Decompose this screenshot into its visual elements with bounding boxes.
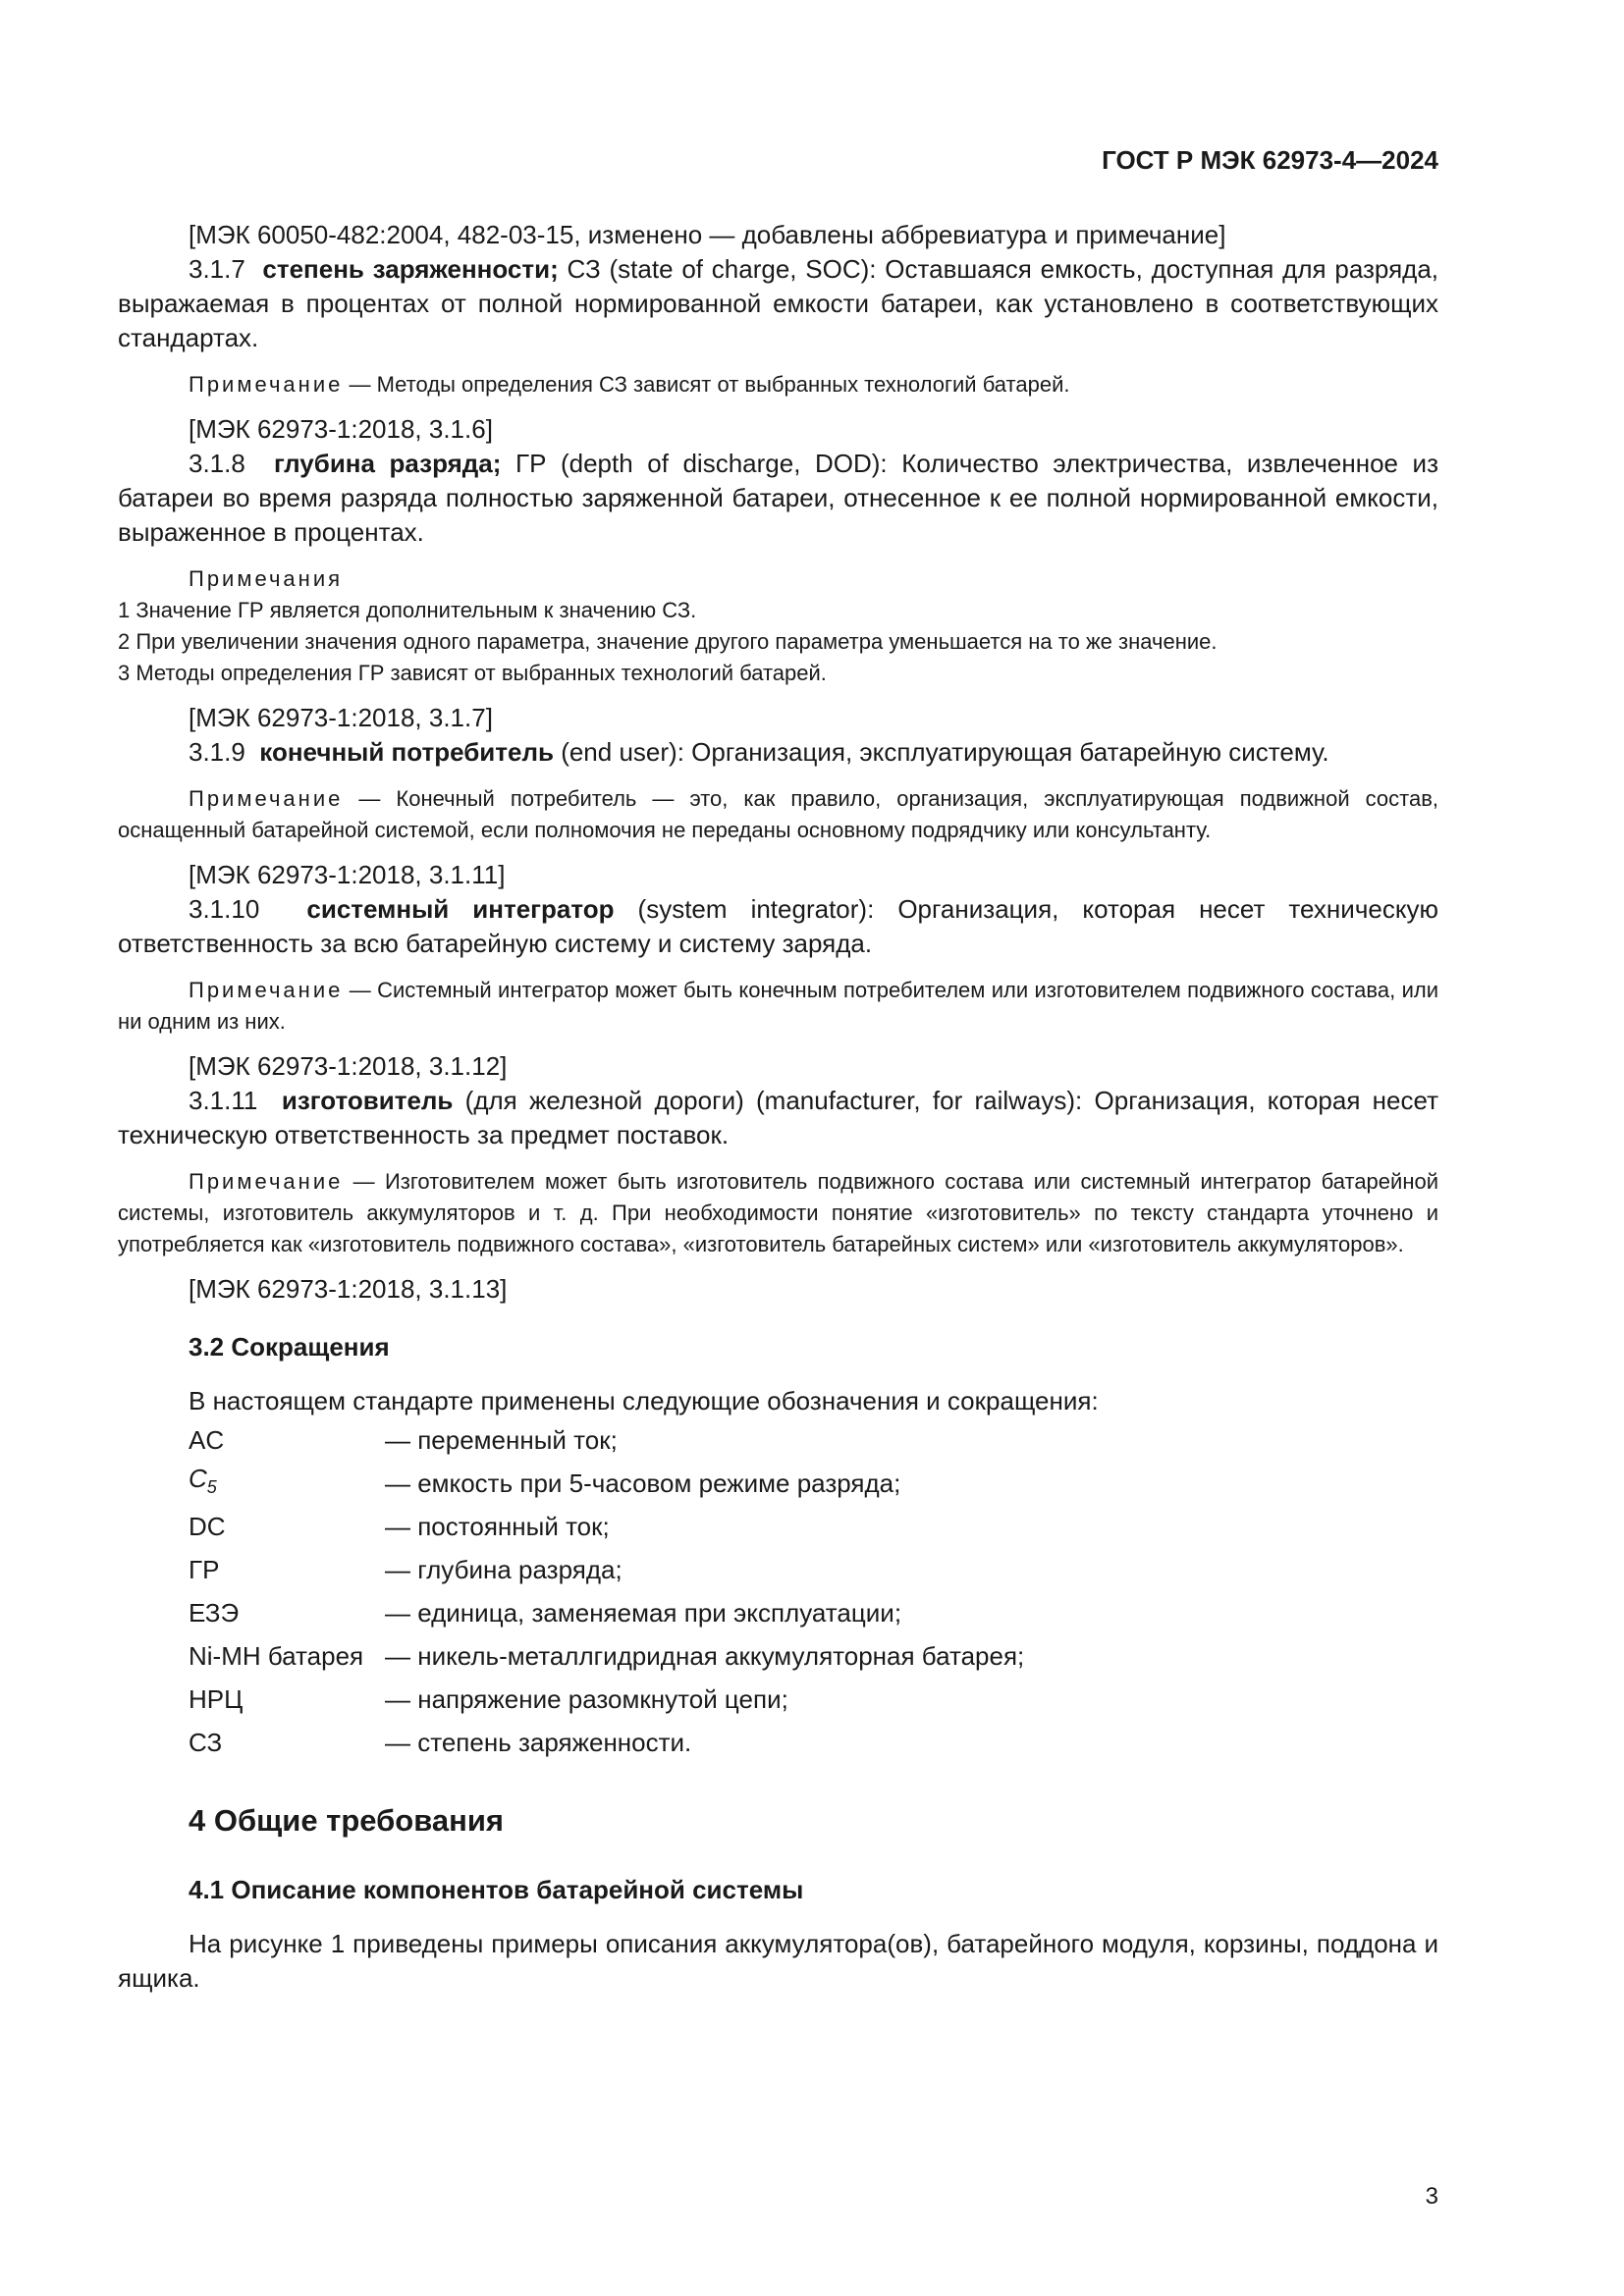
abbreviation-term: AC: [189, 1424, 225, 1455]
source-reference: [МЭК 62973-1:2018, 3.1.12]: [189, 1051, 508, 1081]
abbreviation-definition: — емкость при 5-часовом режиме разряда;: [385, 1468, 901, 1498]
term-name: изготовитель: [281, 1086, 454, 1115]
abbreviation-definition: — напряжение разомкнутой цепи;: [385, 1683, 788, 1714]
note-text: — Системный интегратор может быть конечным потребителем или изготовителем подвижного состава, или ни одним из них.: [118, 978, 1438, 1034]
term-number: 3.1.11: [189, 1086, 258, 1115]
note-text: — Изготовителем может быть изготовитель подвижного состава или системный интегратор батарейной системы, изготовитель аккумуляторов и т. д. При необходимости понятие «изготовитель» по тексту стандарта уточнено и употребляется как «изготовитель подвижного состава», «изготовитель батарейных систем» или «изготовитель аккумуляторов».: [118, 1169, 1438, 1256]
abbreviation-definition: — степень заряженности.: [385, 1727, 692, 1757]
note-3-1-9: [118, 783, 1438, 846]
section-4-1-text: На рисунке 1 приведены примеры описания аккумулятора(ов), батарейного модуля, корзины, поддона и ящика.: [118, 1929, 1438, 1993]
abbreviation-row: [118, 1721, 1438, 1764]
source-reference: [МЭК 62973-1:2018, 3.1.11]: [189, 860, 506, 889]
abbreviation-term: [189, 1462, 385, 1505]
note-label: Примечание: [189, 978, 344, 1002]
term-number: 3.1.8: [189, 449, 245, 478]
notes-3-1-8: [118, 563, 1438, 689]
term-3-1-9: [118, 735, 1438, 770]
term-number: 3.1.9: [189, 737, 245, 767]
section-4-heading: 4 Общие требования: [189, 1803, 504, 1838]
abbreviation-row: [118, 1678, 1438, 1721]
abbreviation-row: [118, 1462, 1438, 1505]
notes-label: Примечания: [189, 566, 344, 591]
note-label: Примечание: [189, 786, 344, 811]
source-reference: [МЭК 62973-1:2018, 3.1.6]: [189, 414, 493, 444]
abbreviations-intro: В настоящем стандарте применены следующие обозначения и сокращения:: [189, 1386, 1099, 1415]
term-3-1-7: [118, 252, 1438, 355]
note-item: 3 Методы определения ГР зависят от выбранных технологий батарей.: [118, 661, 827, 685]
term-3-1-8: [118, 447, 1438, 550]
term-name: степень заряженности;: [262, 254, 559, 284]
abbreviation-definition: — глубина разряда;: [385, 1554, 623, 1584]
note-item: 2 При увеличении значения одного параметра, значение другого параметра уменьшается на то же значение.: [118, 629, 1218, 654]
source-reference: [МЭК 60050-482:2004, 482-03-15, изменено — добавлены аббревиатура и примечание]: [189, 220, 1226, 249]
abbreviation-row: [118, 1418, 1438, 1462]
note-text: — Конечный потребитель — это, как правило, организация, эксплуатирующая подвижной состав, оснащенный батарейной системой, если полномочия не переданы основному подрядчику или консультанту.: [118, 786, 1438, 842]
term-name: конечный потребитель: [259, 737, 554, 767]
section-4-1-heading: 4.1 Описание компонентов батарейной системы: [189, 1875, 804, 1904]
abbreviation-term: Ni-MH батарея: [189, 1640, 364, 1671]
abbreviation-row: [118, 1634, 1438, 1678]
abbreviation-row: [118, 1505, 1438, 1548]
term-name: глубина разряда;: [273, 449, 502, 478]
term-definition: (для железной дороги) (manufacturer, for railways): Организация, которая несет техническую ответственность за предмет поставок.: [118, 1086, 1438, 1149]
abbreviation-definition: — никель-металлгидридная аккумуляторная батарея;: [385, 1640, 1025, 1671]
abbreviation-term: ГР: [189, 1554, 220, 1584]
abbreviations-list: [118, 1418, 1438, 1764]
page-number: 3: [1425, 2183, 1438, 2210]
abbreviation-term: СЗ: [189, 1727, 223, 1757]
note-3-1-10: [118, 975, 1438, 1038]
abbreviation-subscript: 5: [206, 1477, 217, 1498]
note-3-1-11: [118, 1166, 1438, 1260]
note-item: 1 Значение ГР является дополнительным к значению СЗ.: [118, 598, 697, 622]
term-definition: (system integrator): Организация, которая несет техническую ответственность за всю батарейную систему и систему заряда.: [118, 894, 1438, 958]
term-definition: (end user): Организация, эксплуатирующая батарейную систему.: [553, 737, 1329, 767]
note-label: Примечание: [189, 1169, 344, 1194]
document-body: [118, 218, 1438, 1996]
abbreviation-row: [118, 1591, 1438, 1634]
term-3-1-11: [118, 1084, 1438, 1152]
term-number: 3.1.7: [189, 254, 245, 284]
document-header: ГОСТ Р МЭК 62973-4—2024: [1102, 145, 1438, 175]
note-text: — Методы определения СЗ зависят от выбранных технологий батарей.: [343, 372, 1070, 397]
section-3-2-heading: 3.2 Сокращения: [189, 1332, 390, 1362]
abbreviation-definition: — единица, заменяемая при эксплуатации;: [385, 1597, 902, 1628]
abbreviation-symbol: C: [189, 1463, 207, 1493]
term-number: 3.1.10: [189, 894, 260, 924]
abbreviation-term: ЕЗЭ: [189, 1597, 240, 1628]
term-definition: СЗ (state of charge, SOC): Оставшаяся емкость, доступная для разряда, выражаемая в процентах от полной нормированной емкости батареи, как установлено в соответствующих стандартах.: [118, 254, 1439, 352]
term-definition: ГР (depth of discharge, DOD): Количество электричества, извлеченное из батареи во время разряда полностью заряженной батареи, отнесенное к ее полной нормированной емкости, выраженное в процентах.: [118, 449, 1438, 547]
abbreviation-term: НРЦ: [189, 1683, 244, 1714]
abbreviation-definition: — переменный ток;: [385, 1424, 618, 1455]
note-label: Примечание: [189, 372, 344, 397]
note-3-1-7: [118, 369, 1438, 400]
term-3-1-10: [118, 892, 1438, 961]
abbreviation-definition: — постоянный ток;: [385, 1511, 610, 1541]
source-reference: [МЭК 62973-1:2018, 3.1.7]: [189, 703, 493, 732]
term-name: системный интегратор: [306, 894, 615, 924]
abbreviation-term: DC: [189, 1511, 226, 1541]
abbreviation-row: [118, 1548, 1438, 1591]
source-reference: [МЭК 62973-1:2018, 3.1.13]: [189, 1274, 508, 1304]
